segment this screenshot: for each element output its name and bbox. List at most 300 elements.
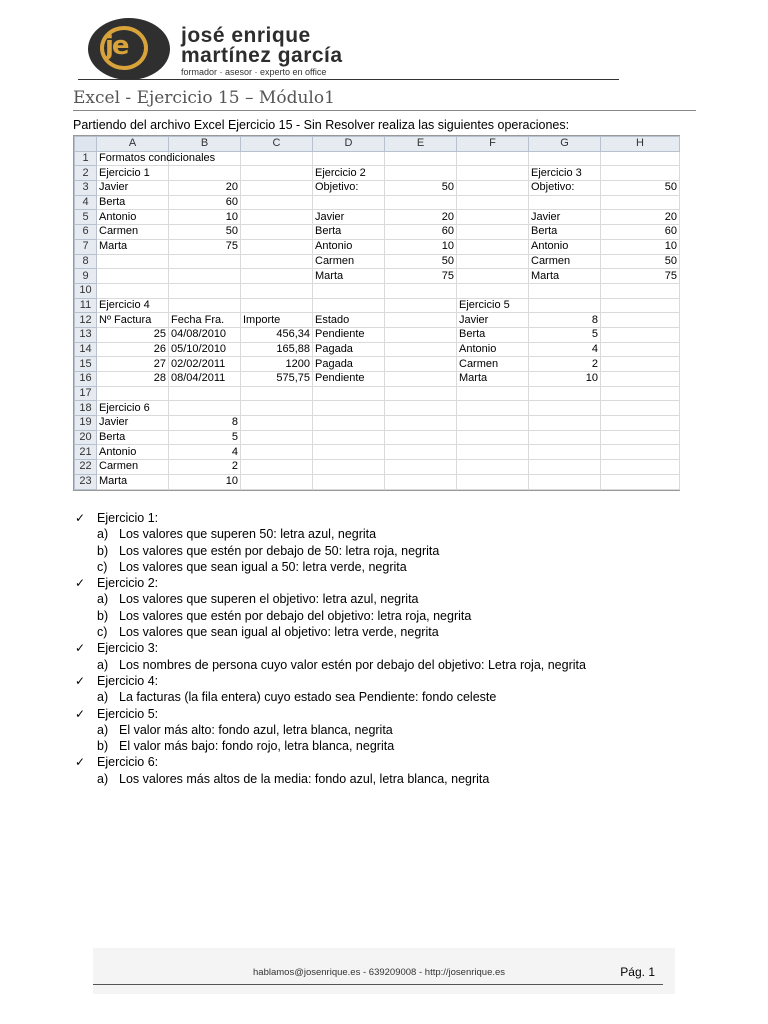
sheet-row bbox=[75, 239, 680, 254]
sheet-cell: 4 bbox=[529, 342, 601, 357]
sheet-cell bbox=[601, 195, 680, 210]
sheet-cell bbox=[457, 210, 529, 225]
sheet-cell bbox=[169, 254, 241, 269]
sheet-cell bbox=[241, 401, 313, 416]
sheet-cell bbox=[169, 401, 241, 416]
sheet-cell bbox=[313, 195, 385, 210]
sheet-cell: Berta bbox=[529, 225, 601, 240]
column-header: E bbox=[385, 137, 457, 152]
exercise-title: Ejercicio 3: bbox=[97, 641, 159, 656]
sheet-cell: Formatos condicionales bbox=[97, 151, 169, 166]
sheet-cell bbox=[97, 254, 169, 269]
exercise-heading bbox=[73, 640, 693, 656]
sheet-cell bbox=[97, 283, 169, 298]
footer bbox=[93, 948, 675, 994]
sheet-cell: 60 bbox=[385, 225, 457, 240]
sheet-cell: 10 bbox=[385, 239, 457, 254]
exercise-item bbox=[73, 771, 693, 787]
column-header: G bbox=[529, 137, 601, 152]
sheet-cell bbox=[457, 269, 529, 284]
sheet-cell bbox=[457, 254, 529, 269]
row-header: 19 bbox=[75, 416, 97, 431]
header-divider bbox=[78, 79, 619, 80]
sheet-cell: Ejercicio 2 bbox=[313, 166, 385, 181]
sheet-cell: Javier bbox=[97, 181, 169, 196]
sheet-cell bbox=[385, 166, 457, 181]
item-text: Los valores que estén por debajo de 50: letra roja, negrita bbox=[119, 543, 440, 558]
item-letter: a) bbox=[97, 657, 109, 672]
sheet-cell: Ejercicio 3 bbox=[529, 166, 601, 181]
exercise-heading bbox=[73, 706, 693, 722]
row-header: 16 bbox=[75, 372, 97, 387]
sheet-cell bbox=[457, 283, 529, 298]
row-header: 13 bbox=[75, 327, 97, 342]
item-letter: b) bbox=[97, 543, 109, 558]
sheet-cell bbox=[601, 327, 680, 342]
sheet-row bbox=[75, 327, 680, 342]
sheet-cell: Ejercicio 6 bbox=[97, 401, 169, 416]
item-text: Los valores que sean igual a 50: letra verde, negrita bbox=[119, 559, 407, 574]
sheet-cell bbox=[313, 151, 385, 166]
row-header: 23 bbox=[75, 474, 97, 489]
exercise-heading bbox=[73, 754, 693, 770]
row-header: 9 bbox=[75, 269, 97, 284]
sheet-cell: Antonio bbox=[313, 239, 385, 254]
column-header-row bbox=[75, 137, 680, 152]
exercise-item bbox=[73, 591, 693, 607]
sheet-cell bbox=[529, 445, 601, 460]
sheet-cell bbox=[241, 225, 313, 240]
sheet-cell bbox=[385, 416, 457, 431]
sheet-cell bbox=[97, 269, 169, 284]
sheet-cell: 50 bbox=[601, 181, 680, 196]
checkmark-icon: ✓ bbox=[75, 673, 86, 688]
sheet-row bbox=[75, 283, 680, 298]
row-header: 3 bbox=[75, 181, 97, 196]
sheet-cell: Carmen bbox=[313, 254, 385, 269]
sheet-cell bbox=[313, 416, 385, 431]
sheet-cell: 75 bbox=[169, 239, 241, 254]
sheet-cell: Pendiente bbox=[313, 327, 385, 342]
item-letter: a) bbox=[97, 771, 109, 786]
sheet-cell bbox=[529, 283, 601, 298]
sheet-cell bbox=[385, 195, 457, 210]
item-text: Los valores que sean igual al objetivo: letra verde, negrita bbox=[119, 625, 439, 640]
exercise-group bbox=[73, 673, 693, 706]
sheet-cell bbox=[601, 298, 680, 313]
sheet-cell bbox=[601, 474, 680, 489]
row-header: 10 bbox=[75, 283, 97, 298]
exercise-group bbox=[73, 640, 693, 673]
sheet-cell: 26 bbox=[97, 342, 169, 357]
row-header: 12 bbox=[75, 313, 97, 328]
page-number: Pág. 1 bbox=[620, 965, 655, 979]
sheet-row bbox=[75, 166, 680, 181]
spreadsheet-image bbox=[73, 135, 680, 491]
sheet-row bbox=[75, 225, 680, 240]
checkmark-icon: ✓ bbox=[75, 755, 86, 770]
sheet-cell: Antonio bbox=[457, 342, 529, 357]
exercise-heading bbox=[73, 673, 693, 689]
sheet-cell bbox=[457, 166, 529, 181]
item-letter: a) bbox=[97, 722, 109, 737]
row-header: 14 bbox=[75, 342, 97, 357]
sheet-cell bbox=[529, 298, 601, 313]
sheet-cell: Pagada bbox=[313, 342, 385, 357]
sheet-cell: 10 bbox=[529, 372, 601, 387]
sheet-cell bbox=[241, 269, 313, 284]
brand-name-line1: josé enrique bbox=[181, 24, 311, 47]
exercise-group bbox=[73, 754, 693, 787]
sheet-cell bbox=[457, 460, 529, 475]
sheet-cell: Antonio bbox=[529, 239, 601, 254]
sheet-cell: 5 bbox=[529, 327, 601, 342]
sheet-cell bbox=[169, 283, 241, 298]
sheet-cell bbox=[529, 195, 601, 210]
sheet-cell bbox=[601, 460, 680, 475]
sheet-cell bbox=[241, 210, 313, 225]
row-header: 18 bbox=[75, 401, 97, 416]
sheet-cell bbox=[385, 401, 457, 416]
column-header: A bbox=[97, 137, 169, 152]
exercise-item bbox=[73, 722, 693, 738]
exercise-group bbox=[73, 706, 693, 755]
row-header: 17 bbox=[75, 386, 97, 401]
sheet-cell: 165,88 bbox=[241, 342, 313, 357]
sheet-cell: 60 bbox=[601, 225, 680, 240]
sheet-cell: 2 bbox=[169, 460, 241, 475]
sheet-cell bbox=[241, 460, 313, 475]
sheet-cell: 05/10/2010 bbox=[169, 342, 241, 357]
sheet-row bbox=[75, 210, 680, 225]
sheet-cell bbox=[601, 166, 680, 181]
exercise-item bbox=[73, 608, 693, 624]
sheet-cell: Objetivo: bbox=[529, 181, 601, 196]
exercise-item bbox=[73, 559, 693, 575]
sheet-cell bbox=[385, 283, 457, 298]
sheet-cell bbox=[601, 386, 680, 401]
sheet-cell: 75 bbox=[601, 269, 680, 284]
column-header: H bbox=[601, 137, 680, 152]
column-header: C bbox=[241, 137, 313, 152]
sheet-cell bbox=[457, 401, 529, 416]
sheet-row bbox=[75, 181, 680, 196]
item-letter: a) bbox=[97, 690, 109, 705]
sheet-cell bbox=[313, 386, 385, 401]
item-letter: c) bbox=[97, 625, 108, 640]
sheet-cell: 25 bbox=[97, 327, 169, 342]
sheet-cell bbox=[313, 430, 385, 445]
sheet-row bbox=[75, 430, 680, 445]
sheet-row bbox=[75, 445, 680, 460]
sheet-cell bbox=[601, 416, 680, 431]
sheet-cell bbox=[457, 225, 529, 240]
sheet-cell: Marta bbox=[313, 269, 385, 284]
sheet-cell: Carmen bbox=[97, 225, 169, 240]
checkmark-icon: ✓ bbox=[75, 706, 86, 721]
sheet-cell: Ejercicio 1 bbox=[97, 166, 169, 181]
item-text: La facturas (la fila entera) cuyo estado sea Pendiente: fondo celeste bbox=[119, 690, 497, 705]
sheet-cell: 456,34 bbox=[241, 327, 313, 342]
sheet-row bbox=[75, 386, 680, 401]
sheet-cell bbox=[385, 372, 457, 387]
sheet-cell bbox=[241, 239, 313, 254]
sheet-cell bbox=[385, 327, 457, 342]
sheet-cell: Javier bbox=[457, 313, 529, 328]
sheet-cell bbox=[385, 313, 457, 328]
row-header: 4 bbox=[75, 195, 97, 210]
sheet-cell bbox=[601, 283, 680, 298]
sheet-cell bbox=[601, 372, 680, 387]
sheet-row bbox=[75, 474, 680, 489]
sheet-row bbox=[75, 298, 680, 313]
sheet-row bbox=[75, 401, 680, 416]
item-letter: c) bbox=[97, 559, 108, 574]
sheet-row bbox=[75, 313, 680, 328]
sheet-cell bbox=[385, 445, 457, 460]
sheet-cell bbox=[601, 401, 680, 416]
sheet-cell bbox=[241, 166, 313, 181]
sheet-cell bbox=[601, 430, 680, 445]
item-letter: b) bbox=[97, 608, 109, 623]
exercise-item bbox=[73, 657, 693, 673]
sheet-cell bbox=[241, 474, 313, 489]
row-header: 5 bbox=[75, 210, 97, 225]
sheet-cell bbox=[241, 283, 313, 298]
sheet-cell: Javier bbox=[313, 210, 385, 225]
sheet-cell bbox=[169, 166, 241, 181]
exercise-title: Ejercicio 4: bbox=[97, 673, 159, 688]
sheet-cell bbox=[529, 430, 601, 445]
corner-cell bbox=[75, 137, 97, 152]
sheet-cell: 4 bbox=[169, 445, 241, 460]
sheet-cell: 8 bbox=[169, 416, 241, 431]
sheet-cell bbox=[313, 460, 385, 475]
item-letter: a) bbox=[97, 592, 109, 607]
exercise-title: Ejercicio 2: bbox=[97, 576, 159, 591]
item-letter: a) bbox=[97, 527, 109, 542]
sheet-cell bbox=[313, 445, 385, 460]
row-header: 1 bbox=[75, 151, 97, 166]
sheet-cell bbox=[385, 298, 457, 313]
row-header: 6 bbox=[75, 225, 97, 240]
item-text: El valor más bajo: fondo rojo, letra blanca, negrita bbox=[119, 739, 395, 754]
sheet-row bbox=[75, 342, 680, 357]
sheet-cell: Ejercicio 5 bbox=[457, 298, 529, 313]
sheet-cell bbox=[313, 283, 385, 298]
footer-divider bbox=[93, 984, 663, 985]
sheet-cell: Fecha Fra. bbox=[169, 313, 241, 328]
sheet-cell bbox=[241, 430, 313, 445]
sheet-cell bbox=[529, 386, 601, 401]
sheet-cell bbox=[313, 401, 385, 416]
sheet-cell: 10 bbox=[601, 239, 680, 254]
checkmark-icon: ✓ bbox=[75, 576, 86, 591]
sheet-cell: 20 bbox=[169, 181, 241, 196]
sheet-cell: 8 bbox=[529, 313, 601, 328]
sheet-cell bbox=[241, 298, 313, 313]
sheet-cell bbox=[601, 313, 680, 328]
sheet-row bbox=[75, 460, 680, 475]
sheet-cell bbox=[385, 151, 457, 166]
exercise-title: Ejercicio 6: bbox=[97, 755, 159, 770]
checkmark-icon: ✓ bbox=[75, 641, 86, 656]
row-header: 21 bbox=[75, 445, 97, 460]
sheet-cell bbox=[241, 445, 313, 460]
sheet-cell bbox=[169, 269, 241, 284]
sheet-cell bbox=[529, 460, 601, 475]
sheet-cell bbox=[529, 151, 601, 166]
spreadsheet-table bbox=[74, 136, 680, 490]
sheet-cell bbox=[385, 474, 457, 489]
item-text: Los valores más altos de la media: fondo azul, letra blanca, negrita bbox=[119, 771, 490, 786]
sheet-cell bbox=[457, 416, 529, 431]
sheet-cell bbox=[457, 430, 529, 445]
sheet-cell bbox=[457, 181, 529, 196]
sheet-cell: Antonio bbox=[97, 445, 169, 460]
exercise-heading bbox=[73, 575, 693, 591]
exercise-item bbox=[73, 624, 693, 640]
sheet-cell: 50 bbox=[385, 181, 457, 196]
sheet-cell bbox=[529, 416, 601, 431]
sheet-cell: 1200 bbox=[241, 357, 313, 372]
sheet-cell: 575,75 bbox=[241, 372, 313, 387]
sheet-cell: 27 bbox=[97, 357, 169, 372]
sheet-cell: Antonio bbox=[97, 210, 169, 225]
sheet-cell: Nº Factura bbox=[97, 313, 169, 328]
sheet-cell: Marta bbox=[97, 474, 169, 489]
sheet-cell bbox=[457, 151, 529, 166]
sheet-cell: 10 bbox=[169, 210, 241, 225]
sheet-cell: 75 bbox=[385, 269, 457, 284]
sheet-cell bbox=[241, 386, 313, 401]
sheet-cell bbox=[385, 386, 457, 401]
sheet-cell: 20 bbox=[385, 210, 457, 225]
sheet-cell bbox=[241, 195, 313, 210]
column-header: B bbox=[169, 137, 241, 152]
sheet-cell bbox=[241, 416, 313, 431]
sheet-row bbox=[75, 372, 680, 387]
row-header: 2 bbox=[75, 166, 97, 181]
sheet-cell bbox=[169, 298, 241, 313]
sheet-cell bbox=[457, 445, 529, 460]
sheet-cell: 60 bbox=[169, 195, 241, 210]
sheet-cell: 08/04/2011 bbox=[169, 372, 241, 387]
sheet-cell bbox=[169, 386, 241, 401]
sheet-cell bbox=[601, 151, 680, 166]
sheet-cell bbox=[313, 298, 385, 313]
exercise-item bbox=[73, 526, 693, 542]
checkmark-icon: ✓ bbox=[75, 511, 86, 525]
sheet-cell: Berta bbox=[97, 430, 169, 445]
exercise-list bbox=[73, 510, 693, 787]
sheet-cell: Carmen bbox=[529, 254, 601, 269]
sheet-cell: 2 bbox=[529, 357, 601, 372]
sheet-cell bbox=[385, 342, 457, 357]
row-header: 20 bbox=[75, 430, 97, 445]
sheet-cell: Ejercicio 4 bbox=[97, 298, 169, 313]
sheet-cell: Marta bbox=[529, 269, 601, 284]
page-title: Excel - Ejercicio 15 – Módulo1 bbox=[73, 88, 335, 108]
item-text: Los valores que superen el objetivo: letra azul, negrita bbox=[119, 592, 419, 607]
sheet-cell bbox=[457, 195, 529, 210]
row-header: 11 bbox=[75, 298, 97, 313]
sheet-cell: 20 bbox=[601, 210, 680, 225]
exercise-group bbox=[73, 575, 693, 640]
sheet-cell: Marta bbox=[97, 239, 169, 254]
sheet-cell bbox=[241, 181, 313, 196]
sheet-row bbox=[75, 151, 680, 166]
sheet-cell: 28 bbox=[97, 372, 169, 387]
sheet-cell: 50 bbox=[169, 225, 241, 240]
sheet-cell bbox=[241, 151, 313, 166]
sheet-cell: Berta bbox=[313, 225, 385, 240]
sheet-cell: Carmen bbox=[457, 357, 529, 372]
sheet-cell bbox=[601, 445, 680, 460]
sheet-cell: Estado bbox=[313, 313, 385, 328]
exercise-item bbox=[73, 689, 693, 705]
item-text: Los valores que estén por debajo del objetivo: letra roja, negrita bbox=[119, 608, 472, 623]
sheet-cell: 04/08/2010 bbox=[169, 327, 241, 342]
sheet-cell bbox=[241, 254, 313, 269]
sheet-cell bbox=[313, 474, 385, 489]
sheet-row bbox=[75, 269, 680, 284]
exercise-group bbox=[73, 510, 693, 575]
item-letter: b) bbox=[97, 739, 109, 754]
sheet-cell: 5 bbox=[169, 430, 241, 445]
sheet-cell: 02/02/2011 bbox=[169, 357, 241, 372]
row-header: 8 bbox=[75, 254, 97, 269]
item-text: Los valores que superen 50: letra azul, negrita bbox=[119, 527, 377, 542]
sheet-cell: Carmen bbox=[97, 460, 169, 475]
sheet-cell: Pendiente bbox=[313, 372, 385, 387]
exercise-item bbox=[73, 738, 693, 754]
sheet-row bbox=[75, 195, 680, 210]
row-header: 15 bbox=[75, 357, 97, 372]
sheet-cell bbox=[601, 357, 680, 372]
sheet-cell bbox=[601, 342, 680, 357]
column-header: D bbox=[313, 137, 385, 152]
sheet-cell bbox=[457, 474, 529, 489]
logo-text: je bbox=[105, 31, 128, 61]
sheet-row bbox=[75, 357, 680, 372]
sheet-row bbox=[75, 254, 680, 269]
column-header: F bbox=[457, 137, 529, 152]
exercise-heading bbox=[73, 510, 693, 526]
sheet-cell: 10 bbox=[169, 474, 241, 489]
sheet-cell bbox=[385, 357, 457, 372]
sheet-cell: 50 bbox=[601, 254, 680, 269]
sheet-cell bbox=[529, 474, 601, 489]
brand-name-line2: martínez garcía bbox=[181, 44, 343, 67]
item-text: Los nombres de persona cuyo valor estén por debajo del objetivo: Letra roja, negrita bbox=[119, 657, 586, 672]
exercise-title: Ejercicio 5: bbox=[97, 706, 159, 721]
sheet-cell: Importe bbox=[241, 313, 313, 328]
sheet-cell bbox=[385, 460, 457, 475]
item-text: El valor más alto: fondo azul, letra blanca, negrita bbox=[119, 722, 393, 737]
brand-tagline: formador · asesor · experto en office bbox=[181, 67, 327, 77]
exercise-item bbox=[73, 543, 693, 559]
intro-text: Partiendo del archivo Excel Ejercicio 15 - Sin Resolver realiza las siguientes operaciones: bbox=[73, 118, 570, 132]
sheet-cell: Berta bbox=[97, 195, 169, 210]
sheet-cell: Objetivo: bbox=[313, 181, 385, 196]
sheet-cell bbox=[385, 430, 457, 445]
sheet-cell: Berta bbox=[457, 327, 529, 342]
sheet-cell bbox=[457, 239, 529, 254]
sheet-cell bbox=[457, 386, 529, 401]
row-header: 22 bbox=[75, 460, 97, 475]
sheet-cell: Pagada bbox=[313, 357, 385, 372]
